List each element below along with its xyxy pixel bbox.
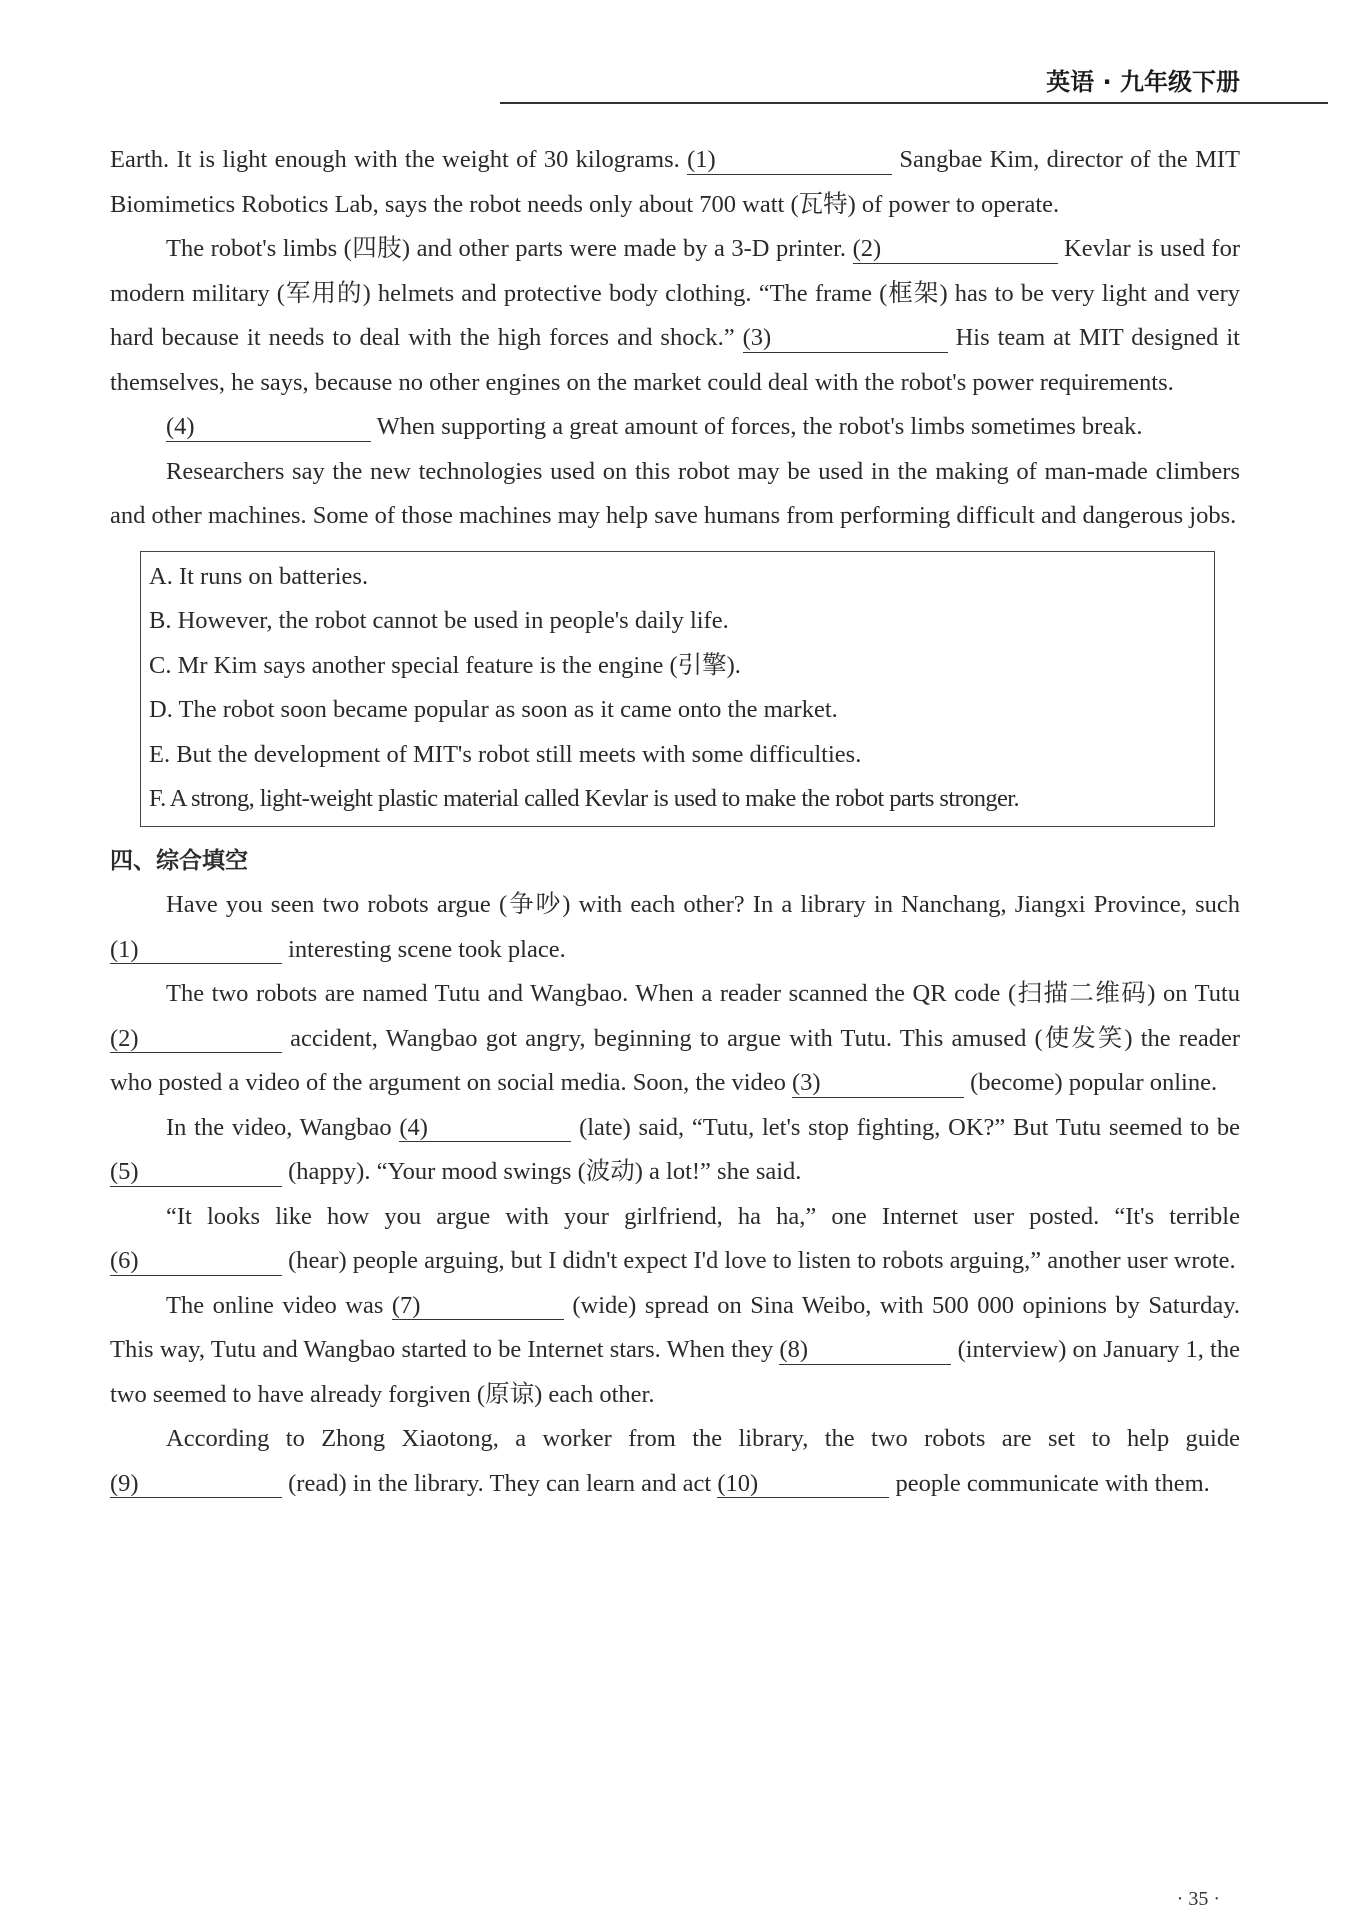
option-d: D. The robot soon became popular as soon as it came onto the market. [149, 696, 838, 723]
cloze-paragraph-2: The two robots are named Tutu and Wangbao. When a reader scanned the QR code (扫描二维码) on Tutu (2) accident, Wangbao got angry, beginning to argue with Tutu. This amused (使发笑) the reader who posted a video of the argument on social media. Soon, the video (3) (become) popular online. [110, 980, 1240, 1096]
options-box [140, 551, 1215, 827]
cloze-paragraph-4: “It looks like how you argue with your girlfriend, ha ha,” one Internet user posted. “It's terrible (6) (hear) people arguing, but I didn't expect I'd love to listen to robots arguing,” another user wrote. [110, 1202, 1240, 1274]
page-content [110, 138, 1240, 1506]
cloze-blank-5[interactable]: (5) [110, 1159, 282, 1187]
option-a: A. It runs on batteries. [149, 562, 369, 590]
cloze-blank-10[interactable]: (10) [717, 1471, 889, 1499]
cloze-blank-9[interactable]: (9) [110, 1471, 282, 1499]
header-rule [500, 102, 1328, 104]
cloze-paragraph-1: Have you seen two robots argue (争吵) with each other? In a library in Nanchang, Jiangxi Province, such (1) interesting scene took place. [110, 891, 1240, 963]
section-title: 四、综合填空 [110, 847, 248, 874]
cloze-blank-6[interactable]: (6) [110, 1248, 282, 1276]
option-c: C. Mr Kim says another special feature is the engine (引擎). [149, 651, 741, 679]
answer-blank-2[interactable]: (2) [853, 236, 1058, 264]
option-b: B. However, the robot cannot be used in people's daily life. [149, 607, 729, 634]
passage-paragraph-3: (4) When supporting a great amount of forces, the robot's limbs sometimes break. [166, 413, 1143, 440]
cloze-paragraph-5: The online video was (7) (wide) spread on Sina Weibo, with 500 000 opinions by Saturday. This way, Tutu and Wangbao started to be Internet stars. When they (8) (interview) on January 1, the two seemed to have already forgiven (原谅) each other. [110, 1291, 1240, 1408]
book-title: 英语 · 九年级下册 [1046, 68, 1240, 96]
cloze-paragraph-3: In the video, Wangbao (4) (late) said, “Tutu, let's stop fighting, OK?” But Tutu seemed to be (5) (happy). “Your mood swings (波动) a lot!” she said. [110, 1113, 1240, 1185]
cloze-blank-8[interactable]: (8) [779, 1337, 951, 1365]
passage-paragraph-1: Earth. It is light enough with the weight of 30 kilograms. (1) Sangbae Kim, director of the MIT Biomimetics Robotics Lab, says the robot needs only about 700 watt (瓦特) of power to operate. [110, 146, 1240, 218]
cloze-blank-4[interactable]: (4) [399, 1115, 571, 1143]
answer-blank-1[interactable]: (1) [687, 147, 892, 175]
passage-paragraph-2: The robot's limbs (四肢) and other parts were made by a 3-D printer. (2) Kevlar is used for modern military (军用的) helmets and protective body clothing. “The frame (框架) has to be very light and very hard because it needs to deal with the high forces and shock.” (3) His team at MIT designed it themselves, he says, because no other engines on the market could deal with the robot's power requirements. [110, 235, 1240, 396]
cloze-blank-1[interactable]: (1) [110, 937, 282, 965]
passage-paragraph-4: Researchers say the new technologies used on this robot may be used in the making of man-made climbers and other machines. Some of those machines may help save humans from performing difficult and dangerous jobs. [110, 457, 1240, 529]
page-header [0, 0, 1350, 110]
cloze-blank-3[interactable]: (3) [792, 1070, 964, 1098]
cloze-paragraph-6: According to Zhong Xiaotong, a worker from the library, the two robots are set to help guide (9) (read) in the library. They can learn and act (10) people communicate with them. [110, 1425, 1240, 1497]
cloze-blank-2[interactable]: (2) [110, 1026, 282, 1054]
answer-blank-3[interactable]: (3) [743, 325, 948, 353]
cloze-blank-7[interactable]: (7) [392, 1293, 564, 1321]
option-e: E. But the development of MIT's robot still meets with some difficulties. [149, 740, 862, 768]
page-number: · 35 · [1176, 1888, 1220, 1910]
answer-blank-4[interactable]: (4) [166, 414, 371, 442]
option-f: F. A strong, light-weight plastic material called Kevlar is used to make the robot parts stronger. [149, 785, 1020, 812]
